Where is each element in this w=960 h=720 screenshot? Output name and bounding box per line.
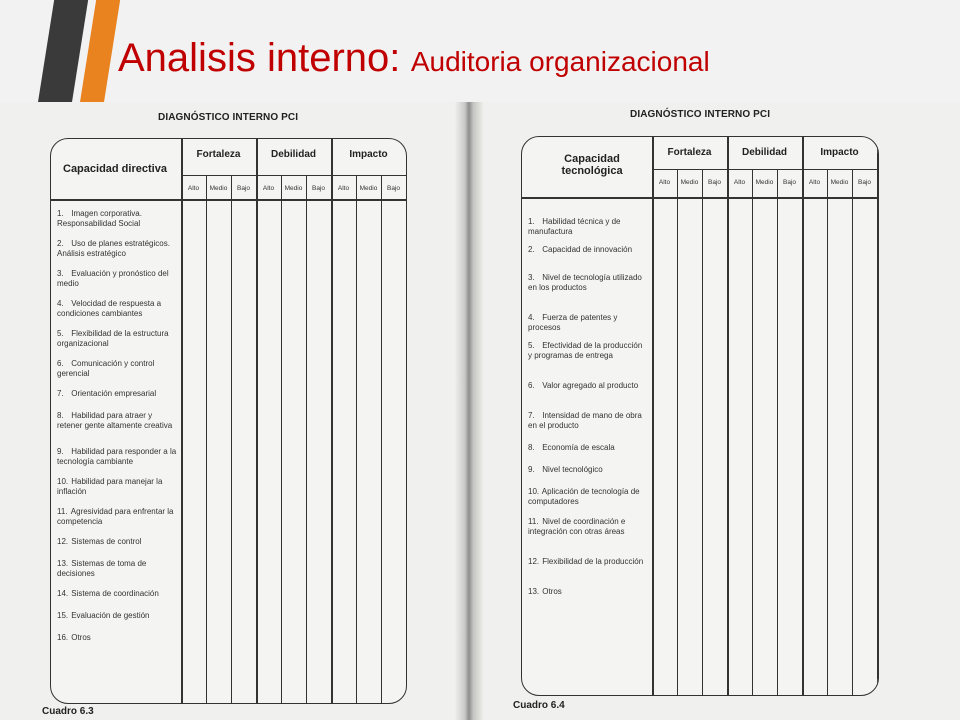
group-header: Fortaleza <box>667 147 712 158</box>
item-text: Fuerza de patentes y procesos <box>528 313 618 332</box>
subcolumn-header: Medio <box>209 185 228 192</box>
item-text: Habilidad para manejar la inflación <box>57 477 163 496</box>
item-number: 6. <box>528 381 535 390</box>
item-number: 3. <box>528 273 535 282</box>
subcolumn-header: Bajo <box>707 179 721 186</box>
list-item <box>57 329 177 348</box>
group-header: Debilidad <box>270 149 316 160</box>
list-item <box>528 341 648 360</box>
subcolumn-header: Alto <box>187 185 200 192</box>
item-text: Aplicación de tecnología de computadores <box>528 487 640 506</box>
list-item <box>57 611 177 621</box>
capacity-header: Capacidad tecnológica <box>561 153 623 177</box>
item-number: 14. <box>57 589 69 598</box>
group-divider-line <box>802 137 804 695</box>
item-text: Otros <box>69 633 91 642</box>
item-number: 11. <box>57 507 68 516</box>
list-item <box>57 359 177 378</box>
item-text: Orientación empresarial <box>69 389 157 398</box>
item-number: 4. <box>528 313 535 322</box>
column-divider-line <box>777 169 778 695</box>
group-divider-line <box>256 139 258 703</box>
item-text: Sistema de coordinación <box>69 589 159 598</box>
list-item <box>57 633 177 643</box>
item-text: Imagen corporativa. Responsabilidad Social <box>57 209 142 228</box>
item-text: Sistemas de toma de decisiones <box>57 559 147 578</box>
list-item <box>528 557 648 567</box>
item-number: 9. <box>528 465 535 474</box>
subcolumn-header: Bajo <box>236 185 250 192</box>
list-item <box>57 209 177 228</box>
group-divider-line <box>727 137 729 695</box>
header-bottom-line <box>51 199 406 201</box>
column-divider-line <box>752 169 753 695</box>
item-text: Evaluación y pronóstico del medio <box>57 269 169 288</box>
column-divider-line <box>281 175 282 703</box>
subcolumn-header: Medio <box>830 179 849 186</box>
slide-title-sub: Auditoria organizacional <box>410 46 710 77</box>
item-number: 12. <box>528 557 540 566</box>
slide-title-main: Analisis interno: <box>118 36 401 80</box>
list-item <box>528 517 648 536</box>
column-divider-line <box>677 169 678 695</box>
list-item <box>528 217 648 236</box>
item-number: 9. <box>57 447 64 456</box>
list-item <box>528 465 648 475</box>
list-item <box>57 269 177 288</box>
group-divider-line <box>877 137 879 695</box>
list-item <box>57 389 177 399</box>
list-item <box>528 411 648 430</box>
orange-accent-bar <box>80 0 120 102</box>
item-number: 12. <box>57 537 69 546</box>
item-text: Intensidad de mano de obra en el producto <box>528 411 642 430</box>
item-number: 3. <box>57 269 64 278</box>
item-text: Agresividad para enfrentar la competencia <box>57 507 174 526</box>
column-divider-line <box>381 175 382 703</box>
header-divider-line <box>652 169 878 170</box>
item-text: Velocidad de respuesta a condiciones cambiantes <box>57 299 162 318</box>
item-number: 8. <box>528 443 535 452</box>
item-number: 11. <box>528 517 539 526</box>
item-number: 6. <box>57 359 64 368</box>
subcolumn-header: Bajo <box>782 179 796 186</box>
pci-title: DIAGNÓSTICO INTERNO PCI <box>158 112 299 123</box>
list-item <box>57 537 177 547</box>
column-divider-line <box>306 175 307 703</box>
pci-table-directiva <box>50 138 407 704</box>
item-text: Habilidad técnica y de manufactura <box>528 217 621 236</box>
column-divider-line <box>356 175 357 703</box>
list-item <box>528 587 648 597</box>
item-number: 7. <box>57 389 64 398</box>
list-item <box>528 443 648 453</box>
subcolumn-header: Medio <box>680 179 699 186</box>
list-item <box>57 507 177 526</box>
item-text: Nivel de tecnología utilizado en los productos <box>528 273 642 292</box>
item-number: 4. <box>57 299 64 308</box>
item-number: 15. <box>57 611 69 620</box>
item-number: 2. <box>528 245 535 254</box>
group-header: Impacto <box>820 147 859 158</box>
left-page <box>0 102 455 720</box>
capacity-header: Capacidad directiva <box>63 163 167 175</box>
subcolumn-header: Alto <box>658 179 671 186</box>
item-number: 10. <box>57 477 69 486</box>
subcolumn-header: Alto <box>733 179 746 186</box>
item-text: Valor agregado al producto <box>540 381 639 390</box>
item-text: Capacidad de innovación <box>540 245 633 254</box>
list-item <box>57 299 177 318</box>
item-number: 5. <box>528 341 535 350</box>
list-item <box>57 411 177 430</box>
column-divider-line <box>827 169 828 695</box>
item-number: 13. <box>57 559 69 568</box>
group-header: Impacto <box>349 149 388 160</box>
list-item <box>57 239 177 258</box>
item-number: 8. <box>57 411 64 420</box>
dark-accent-bar <box>38 0 88 102</box>
pci-title: DIAGNÓSTICO INTERNO PCI <box>630 109 771 120</box>
scanned-book-spread <box>0 102 960 720</box>
item-text: Nivel tecnológico <box>540 465 603 474</box>
column-divider-line <box>181 139 183 703</box>
slide-header <box>0 0 960 102</box>
item-number: 5. <box>57 329 64 338</box>
slide-title <box>118 36 710 81</box>
subcolumn-header: Alto <box>262 185 275 192</box>
group-header: Fortaleza <box>196 149 241 160</box>
item-number: 13. <box>528 587 540 596</box>
item-text: Flexibilidad de la producción <box>540 557 644 566</box>
list-item <box>528 487 648 506</box>
list-item <box>57 477 177 496</box>
subcolumn-header: Medio <box>359 185 378 192</box>
item-text: Habilidad para responder a la tecnología cambiante <box>57 447 177 466</box>
pci-table-tecnologica <box>521 136 879 696</box>
item-text: Efectividad de la producción y programas de entrega <box>528 341 643 360</box>
item-text: Comunicación y control gerencial <box>57 359 155 378</box>
item-number: 1. <box>528 217 535 226</box>
header-divider-line <box>181 175 406 176</box>
header-bottom-line <box>522 197 878 199</box>
item-number: 1. <box>57 209 64 218</box>
subcolumn-header: Alto <box>337 185 350 192</box>
column-divider-line <box>852 169 853 695</box>
list-item <box>528 381 648 391</box>
group-divider-line <box>331 139 333 703</box>
item-text: Economía de escala <box>540 443 615 452</box>
subcolumn-header: Bajo <box>311 185 325 192</box>
item-number: 7. <box>528 411 535 420</box>
item-number: 16. <box>57 633 69 642</box>
item-text: Sistemas de control <box>69 537 142 546</box>
right-page <box>483 102 960 720</box>
item-text: Habilidad para atraer y retener gente altamente creativa <box>57 411 173 430</box>
table-caption: Cuadro 6.3 <box>42 706 94 717</box>
item-text: Nivel de coordinación e integración con otras áreas <box>528 517 626 536</box>
subcolumn-header: Alto <box>808 179 821 186</box>
subcolumn-header: Medio <box>284 185 303 192</box>
column-divider-line <box>231 175 232 703</box>
group-header: Debilidad <box>741 147 787 158</box>
group-divider-line <box>406 139 407 703</box>
subcolumn-header: Bajo <box>857 179 871 186</box>
item-number: 10. <box>528 487 540 496</box>
list-item <box>528 273 648 292</box>
item-text: Evaluación de gestión <box>69 611 150 620</box>
list-item <box>57 447 177 466</box>
subcolumn-header: Bajo <box>386 185 400 192</box>
list-item <box>528 313 648 332</box>
list-item <box>57 589 177 599</box>
column-divider-line <box>652 137 654 695</box>
item-text: Flexibilidad de la estructura organizacional <box>57 329 169 348</box>
item-text: Uso de planes estratégicos. Análisis estratégico <box>57 239 170 258</box>
item-text: Otros <box>540 587 562 596</box>
column-divider-line <box>206 175 207 703</box>
list-item <box>57 559 177 578</box>
book-gutter <box>455 102 483 720</box>
item-number: 2. <box>57 239 64 248</box>
subcolumn-header: Medio <box>755 179 774 186</box>
table-caption: Cuadro 6.4 <box>513 700 565 711</box>
column-divider-line <box>702 169 703 695</box>
list-item <box>528 245 648 255</box>
